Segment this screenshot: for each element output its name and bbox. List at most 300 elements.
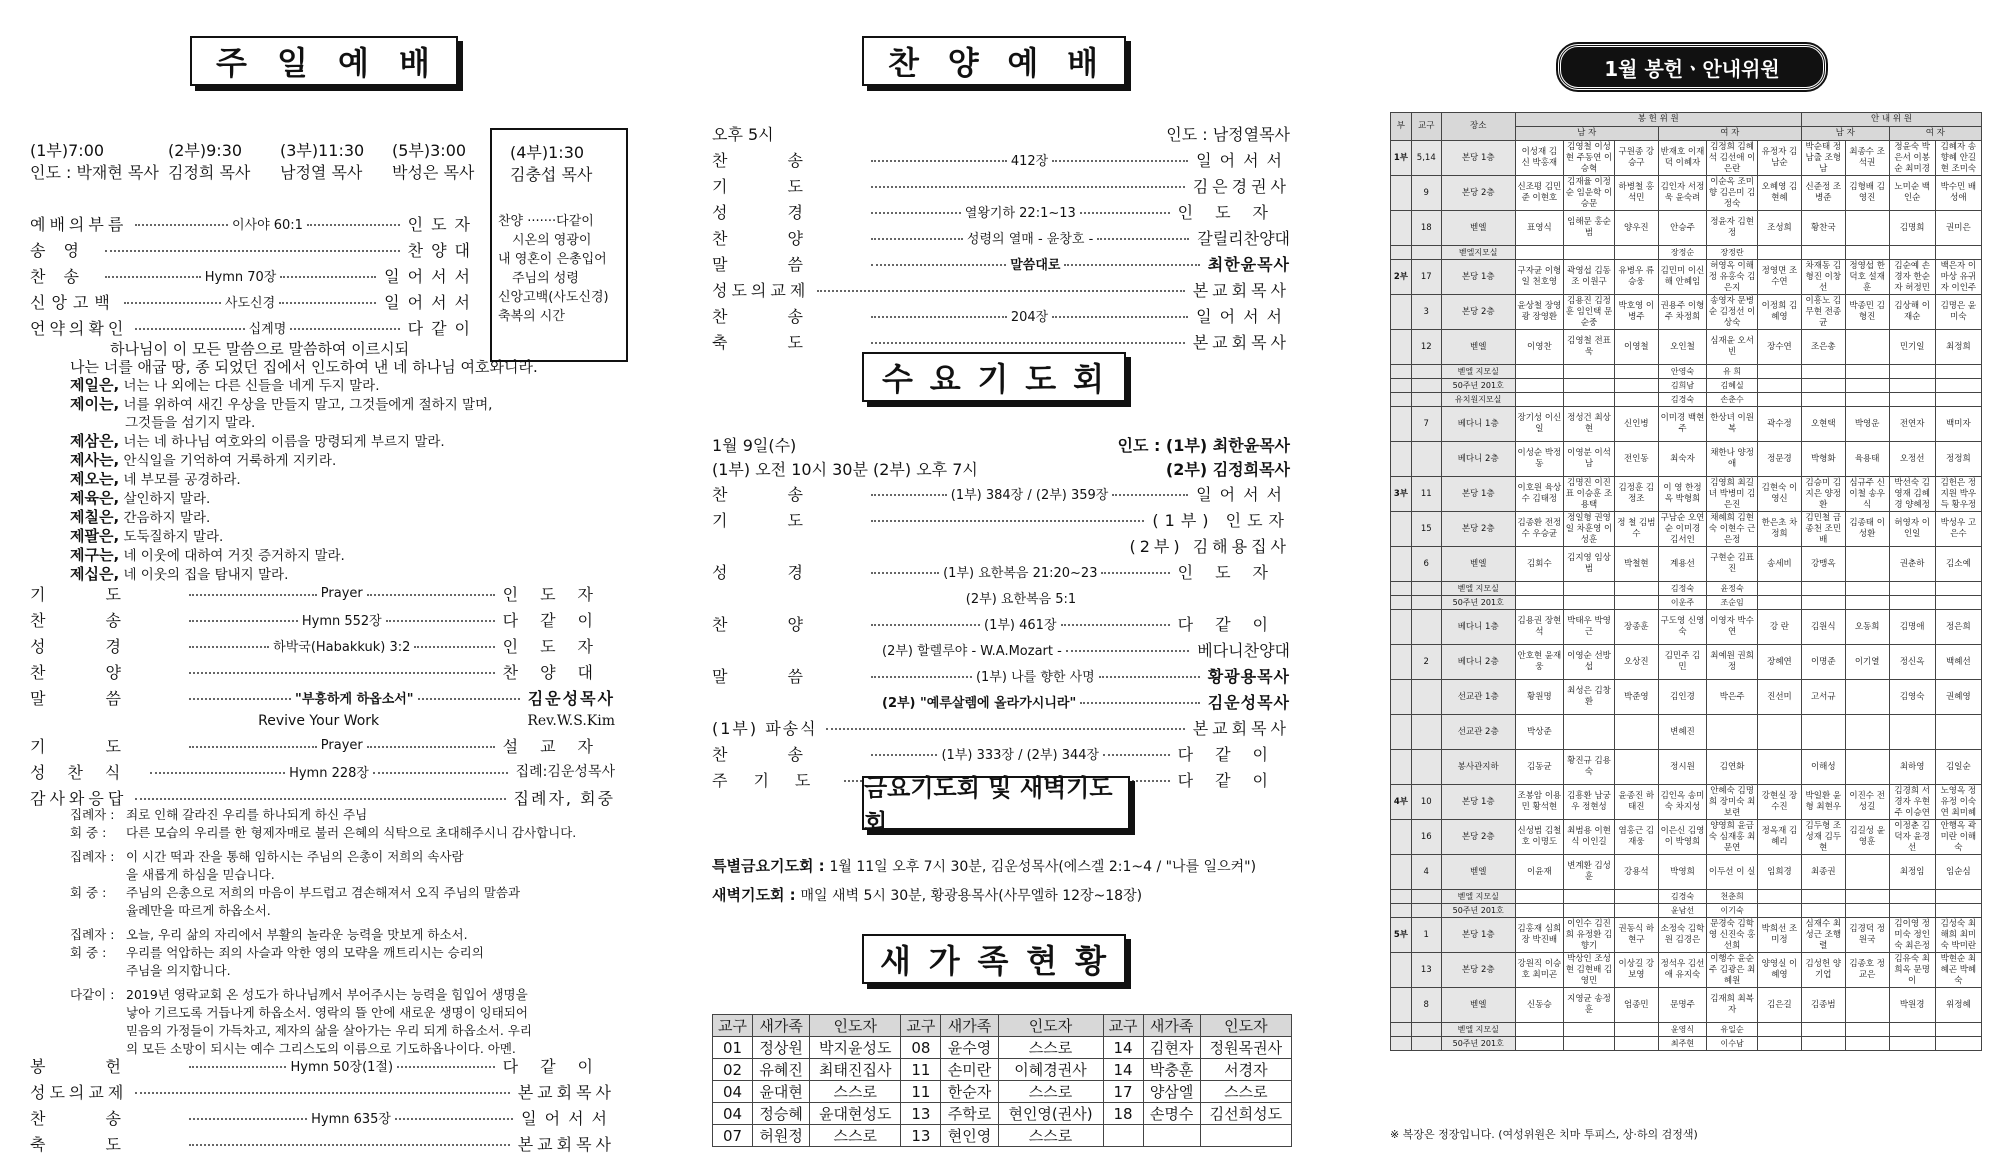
litany-speaker: 회 중 : [70, 825, 107, 840]
table-cell: 양영실 이혜영 [1758, 953, 1802, 988]
order-who: 본교회목사 [1192, 718, 1290, 738]
table-cell: 스스로 [810, 1081, 901, 1103]
title-char: 요 [929, 360, 963, 398]
col-header: 새가족 [753, 1015, 810, 1037]
table-cell: 이미경 백현주 [1658, 407, 1706, 442]
table-cell: 이성재 김 신 박홍재 [1515, 141, 1563, 176]
table-cell [1515, 365, 1563, 379]
table-cell [1143, 1125, 1200, 1147]
table-cell: 장정순 [1658, 246, 1706, 260]
table-cell: 채한나 양정애 [1707, 442, 1758, 477]
table-cell: 표영식 [1515, 211, 1563, 246]
table-cell: 박영희 [1658, 855, 1706, 890]
table-cell: 14 [1103, 1037, 1143, 1059]
litany-text: 우리를 억압하는 죄의 사슬과 악한 영의 모략을 깨트리시는 승리의 주님을 의지합니다. [126, 945, 484, 978]
roster-header-row [1391, 113, 1982, 127]
table-cell: 임순심 [1935, 855, 1981, 890]
table-cell: 허영자 이인일 [1889, 512, 1935, 547]
table-cell: 양삼엘 [1143, 1081, 1200, 1103]
table-cell: 박상인 조성현 김현배 김영민 [1564, 953, 1615, 988]
table-cell: 14 [1103, 1059, 1143, 1081]
table-cell: 유병우 류승웅 [1614, 260, 1658, 295]
table-cell: 김인자 서정욱 윤숙려 [1658, 176, 1706, 211]
table-cell: 박순태 정남출 조형남 [1801, 141, 1845, 176]
friday-title-text: 금요기도회 및 새벽기도회 [864, 774, 1113, 837]
division-cell [1391, 1023, 1412, 1037]
table-cell: 김경덕 정원국 [1845, 918, 1889, 953]
order-label: 찬송 [30, 610, 181, 630]
table-cell: 이흥노 김무현 전종균 [1801, 295, 1845, 330]
order-value: 이사야 60:1 [231, 217, 303, 233]
division-cell [1391, 645, 1412, 680]
table-cell: 김형배 김영진 [1845, 176, 1889, 211]
table-cell: 황찬국 [1801, 211, 1845, 246]
table-cell: 이윤재 [1515, 855, 1563, 890]
order-who: 베다니찬양대 [1197, 640, 1290, 660]
title-char: 새 [880, 942, 913, 980]
table-cell: 김민주 김 민 [1658, 645, 1706, 680]
order-label: 찬송 [712, 306, 863, 326]
table-cell: 이수남 [1707, 1037, 1758, 1051]
order-who: 설교자 [502, 736, 615, 756]
col-header: 봉 헌 위 원 [1515, 113, 1801, 127]
table-cell [1935, 379, 1981, 393]
table-cell: 유일순 [1707, 1023, 1758, 1037]
order-row [30, 580, 615, 606]
order-row [30, 632, 615, 658]
litany-item [70, 806, 630, 824]
table-cell: 정영섭 한덕호 설재훈 [1845, 260, 1889, 295]
division-cell [1391, 904, 1412, 918]
order-label: 성도의교제 [30, 1082, 128, 1102]
commandment-item [70, 470, 630, 489]
table-cell: 김두형 조성재 김두현 [1801, 820, 1845, 855]
table-cell: 이기숙 [1707, 904, 1758, 918]
order-label: (1부) 파송식 [712, 718, 818, 738]
commandment-key: 제이는, [70, 395, 120, 413]
title-char: 도 [1025, 360, 1059, 398]
table-cell: 김경희 서경자 우현주 이승연 [1889, 785, 1935, 820]
order-row [712, 558, 1290, 584]
table-cell: 백혜선 [1935, 645, 1981, 680]
litany-speaker: 집례자 : [70, 849, 115, 864]
friday-text: 1월 11일 오후 7시 30분, 김운성목사(에스겔 2:1~4 / "나를 일으켜") [829, 859, 1257, 875]
table-cell [1515, 379, 1563, 393]
table-cell: 이 영 한정옥 박형희 [1658, 477, 1706, 512]
fourth-service-order [498, 212, 609, 326]
table-row [1391, 260, 1982, 295]
table-cell: 김혜자 송향혜 안길현 조미숙 [1935, 141, 1981, 176]
table-cell: 17 [1411, 260, 1441, 295]
table-cell [1889, 596, 1935, 610]
place-cell: 본당 2층 [1441, 512, 1515, 547]
table-row [1391, 330, 1982, 365]
service-time: (3부)11:30 [280, 141, 365, 160]
col-header: 남 자 [1515, 127, 1658, 141]
table-cell: 정 철 김범수 [1614, 512, 1658, 547]
table-cell: 조은총 [1801, 330, 1845, 365]
table-cell [1411, 750, 1441, 785]
order-who: 인도자 [1177, 562, 1290, 582]
order-who: (2부) 김해용집사 [1129, 536, 1290, 556]
division-cell [1391, 365, 1412, 379]
place-cell: 본당 1층 [1441, 260, 1515, 295]
table-cell: 12 [1411, 330, 1441, 365]
table-cell: 김용권 장현석 [1515, 610, 1563, 645]
table-cell [1411, 904, 1441, 918]
commandment-key: 제십은, [70, 565, 120, 583]
table-cell [1889, 365, 1935, 379]
commandment-key: 제육은, [70, 489, 120, 507]
order-row [30, 606, 615, 632]
table-cell [1845, 582, 1889, 596]
order-row [30, 236, 478, 262]
table-cell: 이행수 윤순주 김광은 최혜원 [1707, 953, 1758, 988]
table-cell [1515, 904, 1563, 918]
dawn-label: 새벽기도회 : [712, 886, 796, 904]
table-cell: 김정훈 김정조 [1614, 477, 1658, 512]
table-cell [1935, 1023, 1981, 1037]
order-row [712, 532, 1290, 558]
table-cell: 최숙자 [1658, 442, 1706, 477]
table-cell [1564, 715, 1615, 750]
table-cell: 송세비 [1758, 547, 1802, 582]
table-cell: 현인영 [941, 1125, 998, 1147]
table-row [1391, 512, 1982, 547]
praise-title [862, 36, 1126, 86]
table-row [1391, 477, 1982, 512]
order-label: 기도 [712, 176, 863, 196]
division-cell [1391, 547, 1412, 582]
table-cell: 김은길 [1758, 988, 1802, 1023]
order-row [712, 146, 1290, 172]
praise-time: 오후 5시 [712, 124, 774, 144]
table-cell: 권춘하 [1889, 547, 1935, 582]
order-row [712, 198, 1290, 224]
service-time: (2부)9:30 [168, 141, 243, 160]
order-value: 사도신경 [224, 295, 276, 311]
table-cell: 손춘수 [1707, 393, 1758, 407]
table-cell: 정상원 [753, 1037, 810, 1059]
table-cell: 조봉암 이용민 황석현 [1515, 785, 1563, 820]
order-label: 성도의교제 [712, 280, 810, 300]
order-who: 일어서서 [1196, 484, 1290, 504]
table-cell: 이운주 [1658, 596, 1706, 610]
table-cell [1758, 582, 1802, 596]
col-header: 교구 [1411, 113, 1441, 141]
table-cell [1845, 393, 1889, 407]
table-cell: 강원직 이승호 최미곤 [1515, 953, 1563, 988]
order-row [30, 1130, 615, 1156]
table-cell: 권미은 [1935, 211, 1981, 246]
table-cell: 김종태 이성환 [1845, 512, 1889, 547]
division-cell: 2부 [1391, 260, 1412, 295]
table-cell: 김유숙 최희옥 문명이 [1889, 953, 1935, 988]
table-cell: 13 [1411, 953, 1441, 988]
place-cell: 50주년 201호 [1441, 379, 1515, 393]
title-char: 예 [338, 44, 371, 82]
table-row [713, 1037, 1292, 1059]
table-cell: 이정희 김혜영 [1758, 295, 1802, 330]
table-cell: 박현순 최혜곤 박혜숙 [1935, 953, 1981, 988]
table-cell: 구남순 오연순 이미경 김서인 [1658, 512, 1706, 547]
order-label: 찬송 [30, 1108, 181, 1128]
order-value: 열왕기하 22:1~13 [964, 205, 1076, 221]
roster-column [1390, 0, 1990, 1170]
table-cell: 김민철 금종천 조민배 [1801, 512, 1845, 547]
table-cell [1801, 246, 1845, 260]
table-cell: 스스로 [998, 1037, 1103, 1059]
table-cell: 임희경 [1758, 855, 1802, 890]
table-cell: 정은희 [1935, 610, 1981, 645]
table-cell: 신성범 김철호 이명도 [1515, 820, 1563, 855]
table-cell: 11 [1411, 477, 1441, 512]
table-cell: 박은주 [1707, 680, 1758, 715]
table-cell [1614, 1037, 1658, 1051]
order-label: 말씀 [30, 688, 181, 708]
col-header: 부 [1391, 113, 1412, 141]
division-cell [1391, 393, 1412, 407]
table-cell: 이상길 강보영 [1614, 953, 1658, 988]
table-cell: 이영찬 [1515, 330, 1563, 365]
table-cell: 이영분 이석남 [1564, 442, 1615, 477]
table-row [1391, 295, 1982, 330]
title-char: 주 [216, 44, 249, 82]
table-row [1391, 918, 1982, 953]
order-value: (1부) 요한복음 21:20~23 [943, 565, 1098, 581]
table-cell [1935, 904, 1981, 918]
division-cell [1391, 855, 1412, 890]
table-cell: 김인옥 송미숙 차지성 [1658, 785, 1706, 820]
table-cell: 채혜희 김현숙 이현수 근은정 [1707, 512, 1758, 547]
table-cell: 김영숙 [1889, 680, 1935, 715]
table-cell: 김회수 [1515, 547, 1563, 582]
table-cell: 심재윤 오서빈 [1707, 330, 1758, 365]
table-cell [1935, 246, 1981, 260]
table-cell [1801, 582, 1845, 596]
table-cell: 유 희 [1707, 365, 1758, 379]
table-cell: 김원식 [1801, 610, 1845, 645]
table-cell: 6 [1411, 547, 1441, 582]
table-row [1391, 379, 1982, 393]
order-who: 일어서서 [521, 1108, 615, 1128]
table-cell [1614, 365, 1658, 379]
order-part-2 [30, 580, 615, 810]
table-row [1391, 365, 1982, 379]
sermon-en-row [30, 710, 615, 732]
order-value: Hymn 228장 [289, 765, 369, 781]
table-cell [1411, 715, 1441, 750]
litany-text: 오늘, 우리 삶의 자리에서 부활의 놀라운 능력을 맛보게 하소서. [126, 927, 468, 942]
table-cell [1411, 890, 1441, 904]
table-cell: 한순자 [941, 1081, 998, 1103]
place-cell: 본당 1층 [1441, 141, 1515, 176]
table-cell [1845, 1037, 1889, 1051]
table-cell: 김희남 [1658, 379, 1706, 393]
order-row [30, 1078, 615, 1104]
table-cell: 김혜실 [1707, 379, 1758, 393]
table-cell: 김선희성도 [1200, 1103, 1291, 1125]
table-row [1391, 141, 1982, 176]
table-cell: 02 [713, 1059, 753, 1081]
place-cell: 벧엘 [1441, 547, 1515, 582]
praise-header [712, 120, 1290, 146]
table-row [713, 1059, 1292, 1081]
division-cell [1391, 680, 1412, 715]
table-row [1391, 610, 1982, 645]
table-cell: 한상녀 이원복 [1707, 407, 1758, 442]
table-cell [1845, 211, 1889, 246]
table-cell: 이은신 김영이 박영희 [1658, 820, 1706, 855]
table-cell: 유정자 김남순 [1758, 141, 1802, 176]
table-cell: 김정희 김혜석 김선애 이은란 [1707, 141, 1758, 176]
table-cell: 박종민 김형진 [1845, 295, 1889, 330]
table-cell: 스스로 [810, 1125, 901, 1147]
table-cell: 스스로 [998, 1081, 1103, 1103]
table-cell [1515, 1037, 1563, 1051]
table-cell [1103, 1125, 1143, 1147]
place-cell: 선교관 2층 [1441, 715, 1515, 750]
order-value: Hymn 552장 [301, 613, 382, 629]
commandment-item [70, 508, 630, 527]
table-cell [1758, 715, 1802, 750]
table-cell: 박영운 [1845, 407, 1889, 442]
division-cell [1391, 176, 1412, 211]
commandment-key: 제팔은, [70, 527, 120, 545]
table-cell [1411, 379, 1441, 393]
preacher: 황광용목사 [1207, 666, 1290, 686]
table-cell [1889, 904, 1935, 918]
table-cell: 김흥환 남궁우 정현성 [1564, 785, 1615, 820]
table-cell [1564, 365, 1615, 379]
place-cell: 봉사관지하 [1441, 750, 1515, 785]
table-row [1391, 582, 1982, 596]
litany-speaker: 집례자 : [70, 807, 115, 822]
table-cell: 전연자 [1889, 407, 1935, 442]
table-cell: 박태우 박영근 [1564, 610, 1615, 645]
litany-item [70, 824, 630, 842]
division-cell [1391, 953, 1412, 988]
order-row [712, 662, 1290, 688]
table-cell [1935, 582, 1981, 596]
table-cell [1758, 890, 1802, 904]
table-cell: 04 [713, 1081, 753, 1103]
table-cell: 최성은 김창환 [1564, 680, 1615, 715]
table-cell [1845, 365, 1889, 379]
order-who: 다같이 [407, 318, 478, 338]
table-cell: 윤종진 하태진 [1614, 785, 1658, 820]
friday-info [712, 852, 1302, 910]
title-char: 일 [277, 44, 310, 82]
litany-speaker: 집례자 : [70, 927, 115, 942]
order-row [30, 1052, 615, 1078]
table-cell: 박상준 [1515, 715, 1563, 750]
table-cell: 08 [901, 1037, 941, 1059]
table-cell: 권혜영 [1935, 680, 1981, 715]
table-cell [1564, 1023, 1615, 1037]
order-label: 봉헌 [30, 1056, 181, 1076]
table-cell: 김정숙 [1658, 582, 1706, 596]
order-line: 주님의 성령 [512, 271, 579, 286]
table-cell: 정일형 권영일 차훈영 이성훈 [1564, 512, 1615, 547]
order-label: 찬송 [712, 744, 863, 764]
commandment-item [70, 527, 630, 546]
table-cell: 4 [1411, 855, 1441, 890]
place-cell: 베다니 2층 [1441, 442, 1515, 477]
commandment-item [70, 546, 630, 565]
order-value: Hymn 50장(1절) [290, 1059, 394, 1075]
col-header: 새가족 [1143, 1015, 1200, 1037]
commandments-intro: 하나님이 이 모든 말씀으로 말씀하여 이르시되 [110, 340, 410, 358]
table-cell [1564, 890, 1615, 904]
table-cell [1614, 379, 1658, 393]
table-cell: 정정희 [1935, 442, 1981, 477]
table-cell [1515, 393, 1563, 407]
table-cell: 박형화 [1801, 442, 1845, 477]
table-cell [1411, 610, 1441, 645]
table-cell: 이순옥 조미향 김은미 김정숙 [1707, 176, 1758, 211]
table-row [1391, 750, 1982, 785]
order-label: 축도 [30, 1134, 181, 1154]
table-row [1391, 1023, 1982, 1037]
table-cell: 김상해 이재순 [1889, 295, 1935, 330]
table-cell: 하병철 홍석민 [1614, 176, 1658, 211]
col-header: 장소 [1441, 113, 1515, 141]
order-label: 송영 [30, 240, 97, 260]
order-row [30, 314, 478, 340]
table-cell: 김지영 임상범 [1564, 547, 1615, 582]
table-cell: 김승미 김지은 양정환 [1801, 477, 1845, 512]
table-row [1391, 715, 1982, 750]
table-cell: 이인수 김진희 유정환 김향기 [1564, 918, 1615, 953]
table-cell: 정신옥 [1889, 645, 1935, 680]
division-cell [1391, 407, 1412, 442]
table-cell: 권용주 이형주 차정희 [1658, 295, 1706, 330]
place-cell: 본당 1층 [1441, 785, 1515, 820]
friday-title [862, 774, 1130, 837]
table-cell: 반재호 이재덕 이혜자 [1658, 141, 1706, 176]
litany-text: 주님의 은총으로 저희의 마음이 부드럽고 겸손해져서 오직 주님의 말씀과 율례만을 따르게 하옵소서. [126, 885, 521, 918]
table-cell: 조순임 [1707, 596, 1758, 610]
order-who: 일어서서 [1196, 306, 1290, 326]
commandment-text: 너는 네 하나님 여호와의 이름을 망령되게 부르지 말라. [123, 434, 445, 450]
order-who: 다같이 [1177, 770, 1290, 790]
table-row [1391, 785, 1982, 820]
order-who: 다같이 [1177, 744, 1290, 764]
order-line: 찬양 ·······다같이 [498, 214, 594, 229]
table-cell: 이영자 박수연 [1707, 610, 1758, 645]
division-cell [1391, 610, 1412, 645]
table-cell: 18 [1103, 1103, 1143, 1125]
table-cell: 이혜경권사 [998, 1059, 1103, 1081]
place-cell: 벧엘 [1441, 211, 1515, 246]
title-char: 수 [882, 360, 915, 398]
table-row [1391, 246, 1982, 260]
table-cell: 장혜연 [1758, 645, 1802, 680]
table-cell [1801, 596, 1845, 610]
order-value: 성령의 열매 - 윤창호 - [966, 231, 1094, 247]
table-cell: 정승혜 [753, 1103, 810, 1125]
table-cell: 양영희 윤금숙 심재홍 최문연 [1707, 820, 1758, 855]
middle-column [712, 0, 1292, 1170]
table-cell [1564, 904, 1615, 918]
table-row [1391, 953, 1982, 988]
table-cell: 김종범 [1801, 988, 1845, 1023]
order-value: (1부) 384장 / (2부) 359장 [950, 487, 1109, 503]
table-cell [1801, 379, 1845, 393]
col-header: 인도자 [998, 1015, 1103, 1037]
table-cell: 신준정 조병준 [1801, 176, 1845, 211]
